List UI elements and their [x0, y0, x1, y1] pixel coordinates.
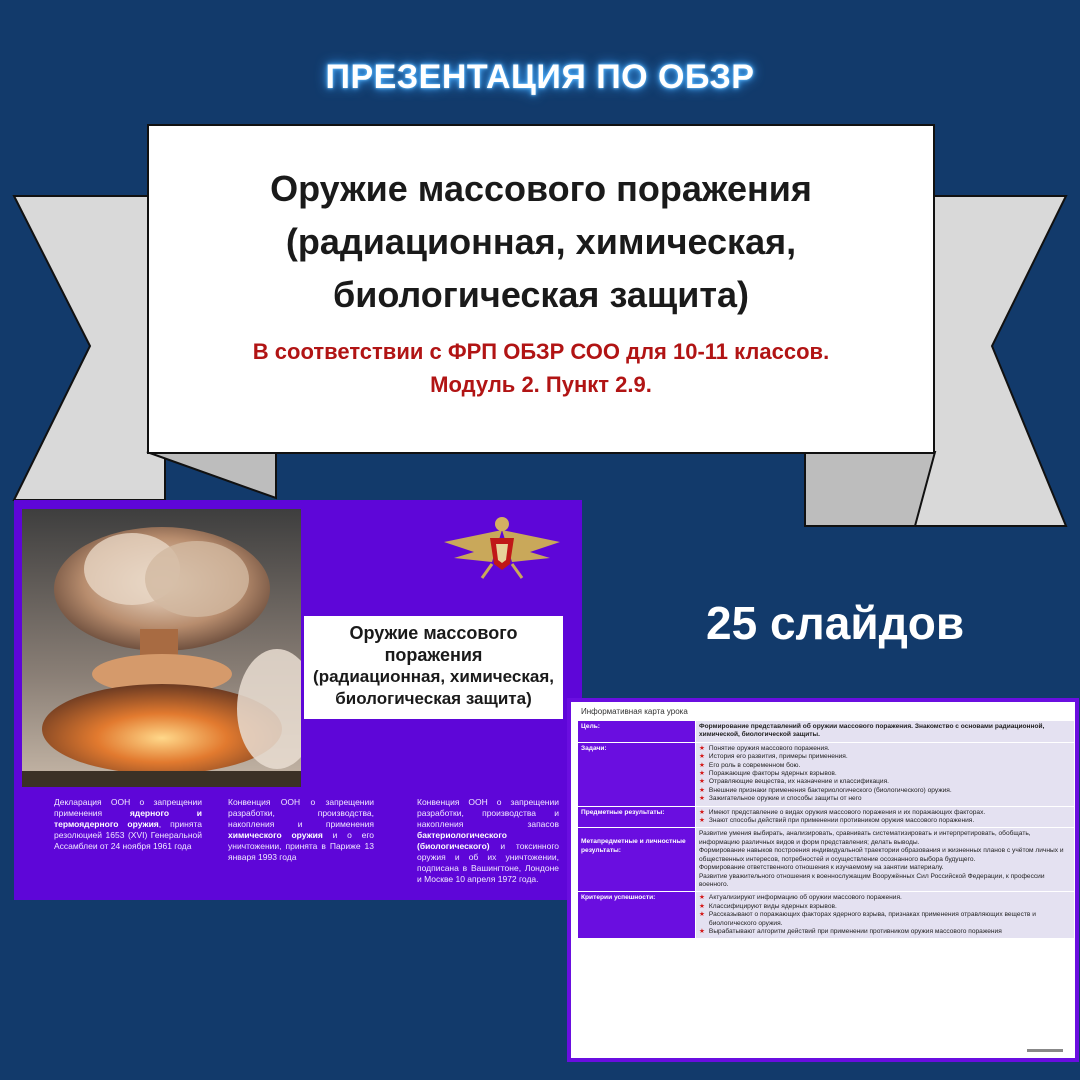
star-icon: ★	[699, 753, 705, 761]
declaration-text-3: Конвенция ООН о запрещении разработки, производства и накопления запасов бактериологического (биологического) и токсинного оружия и об их уничтожении, подписана в Вашингтоне, Лондоне и Москве 10 апреля 1972 года.	[417, 797, 559, 884]
star-icon: ★	[699, 894, 705, 902]
slide-title-line: (радиационная, химическая,	[313, 667, 554, 686]
star-icon: ★	[699, 817, 705, 825]
star-icon: ★	[699, 911, 705, 919]
star-icon: ★	[699, 761, 705, 769]
goal-label: Цель:	[578, 721, 696, 743]
star-icon: ★	[699, 786, 705, 794]
ribbon-left-fold	[147, 452, 276, 498]
declaration-text-2: Конвенция ООН о запрещении разработки, производства, накопления и применения химического оружия и о его уничтожении, принята в Париже 13 января 1993 года	[228, 797, 374, 862]
lesson-card-title: Информативная карта урока	[581, 707, 688, 716]
slide-preview-title	[14, 500, 582, 900]
main-title: Оружие массового поражения (радиационная, химическая, биологическая защита)	[270, 168, 812, 315]
goal-text: Формирование представлений об оружии массового поражения. Знакомство с основами радиационной, химической, биологической защиты.	[696, 721, 1075, 743]
table-row	[578, 892, 1075, 939]
star-icon: ★	[699, 778, 705, 786]
table-row	[578, 742, 1075, 806]
meta-list: Развитие умения выбирать, анализировать, сравнивать систематизировать и интерпретировать, обобщать, информацию различных видов и форм представления; делать выводы. Формирование навыков построения индивидуальной траектории образования и жизненных планов с учётом личных и общественных интересов, потребностей и осуществление осознанного выбора будущего. Формирование ответственного отношения к изучаемому на занятии материалу. Развитие уважительного отношения к военнослужащим Вооружённых Сил Российской Федерации, к профессии военного.	[696, 828, 1075, 892]
table-row	[578, 721, 1075, 743]
header-label: ПРЕЗЕНТАЦИЯ ПО ОБЗР	[325, 58, 755, 96]
slide-title-line: поражения	[384, 645, 483, 665]
star-icon: ★	[699, 770, 705, 778]
criteria-list: ★ Актуализируют информацию об оружии массового поражения. ★ Классифицируют виды ядерных взрывов. ★ Рассказывают о поражающих факторах ядерного взрыва, признаках применения отравляющих веществ и биологического оружия. ★ Вырабатывают алгоритм действий при применении противником оружия массового поражения	[696, 892, 1075, 939]
slide-footer-bar	[1027, 1049, 1063, 1052]
subject-list: ★ Имеют представление о видах оружия массового поражения и их поражающих факторах. ★ Знают способы действий при применении противником оружия массового поражения.	[696, 806, 1075, 828]
subject-label: Предметные результаты:	[578, 806, 696, 828]
declaration-text-1: Декларация ООН о запрещении применения ядерного и термоядерного оружия, принята резолюцией 1653 (XVI) Генеральной Ассамблеи от 24 ноября 1961 года	[54, 797, 203, 851]
ribbon-right-tail	[915, 196, 1066, 526]
tasks-list: ★ Понятие оружия массового поражения. ★ История его развития, примеры применения. ★ Его роль в современном бою. ★ Поражающие факторы ядерных взрывов. ★ Отравляющие вещества, их назначение и классификация. ★ Внешние признаки применения бактериологического (биологического) оружия. ★ Зажигательное оружие и способы защиты от него	[696, 742, 1075, 806]
slide-title-line: Оружие массового	[349, 623, 518, 643]
slide-title-line: биологическая защита)	[335, 689, 532, 708]
meta-label: Метапредметные и личностные результаты:	[578, 828, 696, 892]
ribbon-right-fold	[805, 452, 935, 526]
star-icon: ★	[699, 927, 705, 935]
star-icon: ★	[699, 902, 705, 910]
criteria-label: Критерии успешности:	[578, 892, 696, 939]
eagle-emblem-icon	[434, 508, 570, 588]
table-row	[578, 828, 1075, 892]
slides-count: 25 слайдов	[706, 597, 965, 649]
ribbon-left-tail	[14, 196, 165, 500]
lesson-card-table	[577, 720, 1075, 939]
tasks-label: Задачи:	[578, 742, 696, 806]
slide-preview-lesson-card	[567, 698, 1079, 1062]
mushroom-cloud-image	[22, 509, 301, 787]
star-icon: ★	[699, 808, 705, 816]
star-icon: ★	[699, 744, 705, 752]
star-icon: ★	[699, 795, 705, 803]
table-row	[578, 806, 1075, 828]
slide-title-box	[304, 616, 563, 719]
title-card	[147, 124, 935, 454]
subtitle: В соответствии с ФРП ОБЗР СОО для 10-11 классов. Модуль 2. Пункт 2.9.	[252, 339, 830, 397]
